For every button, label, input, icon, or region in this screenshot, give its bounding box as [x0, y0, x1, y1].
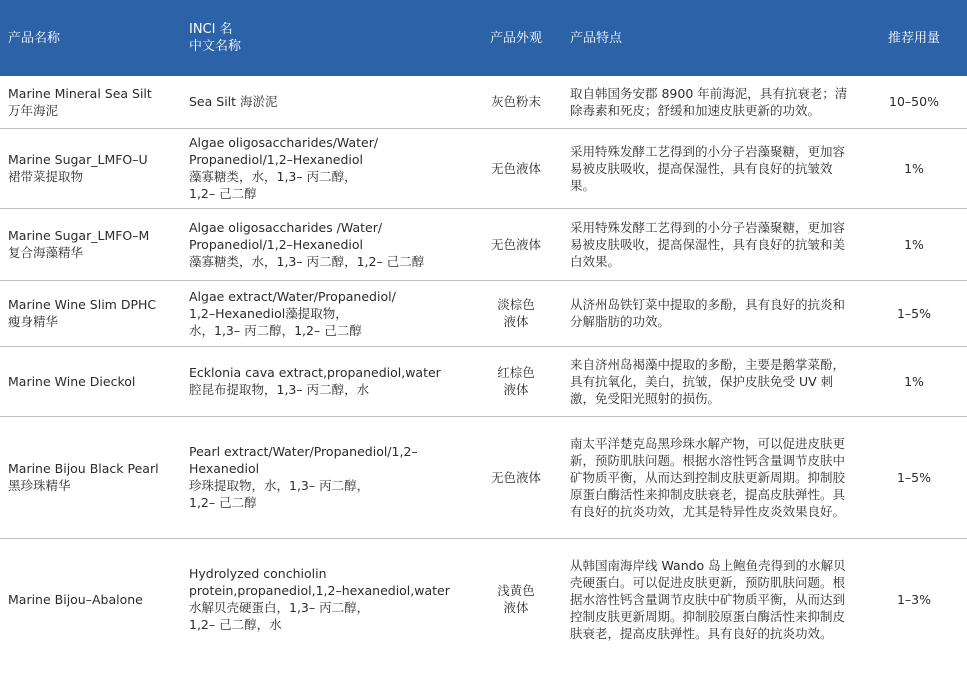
- table-row: [0, 346, 967, 416]
- dosage-cell: 1–3%: [896, 591, 932, 607]
- features-cell: 取自韩国务安郡 8900 年前海泥，具有抗衰老；清除毒素和死皮；舒缓和加速皮肤更新的功效。: [562, 76, 861, 128]
- header-features: 产品特点: [562, 0, 861, 76]
- appearance-cell: 淡棕色 液体: [470, 280, 562, 346]
- dosage-cell: 1%: [861, 128, 967, 208]
- header-inci: INCI 名 中文名称: [181, 0, 470, 76]
- inci-cell: Pearl extract/Water/Propanediol/1,2– Hexanediol 珍珠提取物，水，1,3– 丙二醇， 1,2– 己二醇: [181, 416, 470, 538]
- product-name-cell: Marine Bijou–Abalone: [8, 591, 143, 607]
- inci-cell: Algae extract/Water/Propanediol/ 1,2–Hexanediol藻提取物， 水，1,3– 丙二醇，1,2– 己二醇: [181, 280, 470, 346]
- inci-cell: Sea Silt 海淤泥: [181, 76, 470, 128]
- inci-cell: Ecklonia cava extract,propanediol,water 腔昆布提取物，1,3– 丙二醇，水: [181, 346, 470, 416]
- product-name-cell: Marine Wine Dieckol: [0, 346, 181, 416]
- table-row: [0, 538, 967, 660]
- features-cell: 采用特殊发酵工艺得到的小分子岩藻聚糖，更加容易被皮肤吸收，提高保湿性，具有良好的抗皱效果。: [562, 128, 861, 208]
- table-row: [0, 128, 967, 208]
- product-name-cell: Marine Sugar_LMFO–M 复合海藻精华: [0, 208, 181, 280]
- table-row: [0, 76, 967, 128]
- product-name-cell: Marine Sugar_LMFO–U 裙带菜提取物: [0, 128, 181, 208]
- header-dosage: 推荐用量: [861, 0, 967, 76]
- features-cell: 从济州岛铁钉菜中提取的多酚，具有良好的抗炎和分解脂肪的功效。: [562, 280, 861, 346]
- product-name-cell: Marine Wine Slim DPHC 瘦身精华: [0, 280, 181, 346]
- dosage-cell: 1%: [861, 346, 967, 416]
- product-name-cell: Marine Bijou Black Pearl 黑珍珠精华: [0, 416, 181, 538]
- header-product-name: 产品名称: [0, 0, 181, 76]
- features-cell: 采用特殊发酵工艺得到的小分子岩藻聚糖，更加容易被皮肤吸收，提高保湿性，具有良好的抗皱和美白效果。: [562, 208, 861, 280]
- features-cell: 从韩国南海岸线 Wando 岛上鲍鱼壳得到的水解贝壳硬蛋白。可以促进皮肤更新，预防肌肤问题。根据水溶性钙含量调节皮肤中矿物质平衡，从而达到控制皮肤更新周期。抑制胶原蛋白酶活性来抑制皮肤衰老，提高皮肤弹性。具有良好的抗炎功效。: [570, 557, 846, 641]
- table-row: [0, 208, 967, 280]
- inci-cell: Algae oligosaccharides /Water/ Propanediol/1,2–Hexanediol 藻寡糖类，水，1,3– 丙二醇，1,2– 己二醇: [181, 208, 470, 280]
- inci-cell: Algae oligosaccharides/Water/ Propanediol/1,2–Hexanediol 藻寡糖类，水，1,3– 丙二醇， 1,2– 己二醇: [181, 128, 470, 208]
- table-row: [0, 280, 967, 346]
- header-appearance: 产品外观: [470, 0, 562, 76]
- appearance-cell: 红棕色 液体: [470, 346, 562, 416]
- dosage-cell: 1–5%: [861, 416, 967, 538]
- appearance-cell: 无色液体: [470, 128, 562, 208]
- inci-cell: Hydrolyzed conchiolin protein,propanediol,1,2–hexanediol,water 水解贝壳硬蛋白，1,3– 丙二醇， 1,2– 己二醇，水: [189, 566, 450, 633]
- table-row: [0, 416, 967, 538]
- product-name-cell: Marine Mineral Sea Silt 万年海泥: [0, 76, 181, 128]
- features-cell: 来自济州岛褐藻中提取的多酚，主要是鹅掌菜酚，具有抗氧化，美白，抗皱，保护皮肤免受 UV 刺激，免受阳光照射的损伤。: [562, 346, 861, 416]
- dosage-cell: 1–5%: [861, 280, 967, 346]
- appearance-cell: 浅黄色 液体: [497, 583, 535, 616]
- dosage-cell: 10–50%: [861, 76, 967, 128]
- appearance-cell: 无色液体: [470, 416, 562, 538]
- appearance-cell: 灰色粉末: [470, 76, 562, 128]
- features-cell: 南太平洋楚克岛黑珍珠水解产物，可以促进皮肤更新，预防肌肤问题。根据水溶性钙含量调节皮肤中矿物质平衡，从而达到控制皮肤更新周期。抑制胶原蛋白酶活性来抑制皮肤衰老，提高皮肤弹性。具有良好的抗炎功效，尤其是特异性皮炎效果良好。: [562, 416, 861, 538]
- table-header-row: [0, 0, 967, 76]
- dosage-cell: 1%: [861, 208, 967, 280]
- appearance-cell: 无色液体: [470, 208, 562, 280]
